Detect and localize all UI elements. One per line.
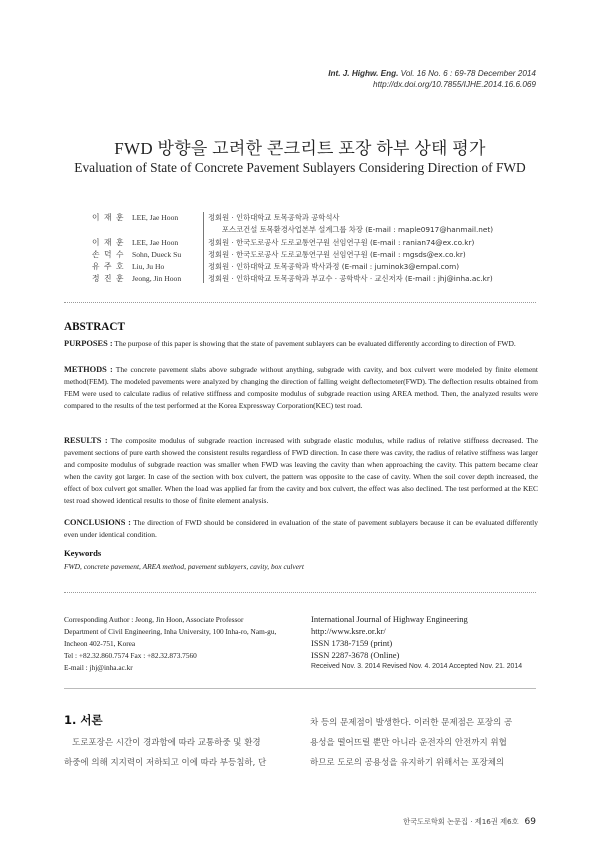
conclusions-label: CONCLUSIONS :	[64, 518, 131, 527]
author-name-ko: 유 주 호	[92, 262, 125, 271]
author-affiliation: 정회원 · 인하대학교 토목공학과 공학석사	[208, 213, 340, 222]
author-name-en: Sohn, Dueck Su	[132, 250, 182, 259]
body-rule	[64, 688, 536, 689]
keywords-text: FWD, concrete pavement, AREA method, pavement sublayers, cavity, box culvert	[64, 562, 304, 571]
abstract-methods	[64, 364, 538, 412]
author-row	[0, 273, 600, 285]
author-name-ko: 정 진 훈	[92, 274, 125, 283]
abstract-results	[64, 435, 538, 508]
author-name-ko: 손 덕 수	[92, 250, 125, 259]
body-line: 차 등의 문제점이 발생한다. 이러한 문제점은 포장의 공	[310, 718, 513, 728]
author-name-en: LEE, Jae Hoon	[132, 238, 179, 247]
author-name-ko: 이 재 훈	[92, 238, 125, 247]
received-dates: Received Nov. 3. 2014 Revised Nov. 4. 2014 Accepted Nov. 21. 2014	[311, 663, 523, 670]
page-footer	[403, 817, 536, 827]
author-affiliation: 정회원 · 한국도로공사 도로교통연구원 선임연구원 (E-mail : ranian74@ex.co.kr)	[208, 238, 475, 247]
purposes-text: The purpose of this paper is showing that the state of pavement sublayers can be evaluated differently according to direction of FWD.	[112, 339, 516, 348]
author-name-ko: 이 재 훈	[92, 213, 125, 222]
corr-line: Tel : +82.32.860.7574 Fax : +82.32.873.7560	[64, 651, 197, 661]
author-affiliation: 정회원 · 인하대학교 토목공학과 박사과정 (E-mail : juminok3@empal.com)	[208, 262, 460, 271]
author-name-en: Liu, Ju Ho	[132, 262, 165, 271]
abstract-purposes	[64, 338, 538, 350]
journal-citation	[328, 68, 536, 79]
body-line: 용성을 떨어뜨릴 뿐만 아니라 운전자의 안전까지 위협	[310, 737, 507, 748]
section-separator	[64, 592, 536, 593]
page-number: 69	[524, 817, 536, 827]
title-english: Evaluation of State of Concrete Pavement Sublayers Considering Direction of FWD	[74, 160, 526, 175]
footer-journal: 한국도로학회 논문집 · 제16권 제6호	[403, 817, 519, 826]
title-korean: FWD 방향을 고려한 콘크리트 포장 하부 상태 평가	[114, 139, 486, 158]
methods-text: The concrete pavement slabs above subgrade without anything, subgrade with cavity, and box culvert were modeled by finite element method(FEM). The modeled pavements were analyzed by changing the direction of falling weight deflectometer(FWD). The deflection results obtained from FEM were used to calculate radius of relative stiffness and composite modulus of subgrade reaction using AREA method. Then, the analyzed results were compared to the results of the test performed at the Korea Expressway Corporation(KEC) test road.	[64, 365, 538, 411]
body-line: 하므로 도로의 공용성을 유지하기 위해서는 포장체의	[310, 757, 505, 768]
body-left-column	[64, 734, 300, 774]
author-affiliation: 정회원 · 인하대학교 토목공학과 부교수 · 공학박사 · 교신저자 (E-mail : jhj@inha.ac.kr)	[208, 274, 493, 283]
abstract-conclusions	[64, 517, 538, 541]
corr-line: Incheon 402-751, Korea	[64, 639, 136, 649]
journal-url[interactable]: http://www.ksre.or.kr/	[311, 626, 386, 636]
journal-abbrev: Int. J. Highw. Eng.	[328, 69, 399, 78]
author-name-en: Jeong, Jin Hoon	[132, 274, 182, 283]
doi-link[interactable]: http://dx.doi.org/10.7855/IJHE.2014.16.6.069	[373, 80, 536, 89]
body-right-column	[310, 714, 536, 773]
journal-name: International Journal of Highway Engineering	[311, 614, 468, 624]
author-divider	[203, 212, 204, 283]
author-affiliation: 정회원 · 한국도로공사 도로교통연구원 선임연구원 (E-mail : mgsds@ex.co.kr)	[208, 250, 466, 259]
journal-volume: Vol. 16 No. 6 : 69-78 December 2014	[398, 69, 536, 78]
author-affiliation: 포스코건설 토목환경사업본부 설계그룹 차장 (E-mail : maple0917@hanmail.net)	[222, 225, 494, 234]
methods-label: METHODS :	[64, 365, 113, 374]
corr-line: Department of Civil Engineering, Inha University, 100 Inha-ro, Nam-gu,	[64, 627, 277, 637]
corr-email[interactable]: E-mail : jhj@inha.ac.kr	[64, 663, 133, 673]
author-name-en: LEE, Jae Hoon	[132, 213, 179, 222]
issn-online: ISSN 2287-3678 (Online)	[311, 650, 400, 660]
section-separator	[64, 302, 536, 303]
purposes-label: PURPOSES :	[64, 339, 113, 348]
journal-info-block	[311, 613, 551, 673]
author-row	[0, 212, 600, 224]
body-line: 도로포장은 시간이 경과함에 따라 교통하중 및 환경	[72, 738, 261, 748]
section-heading: 1. 서론	[64, 713, 103, 727]
abstract-heading: ABSTRACT	[64, 321, 125, 333]
conclusions-text: The direction of FWD should be considered in evaluation of the state of pavement sublayers because it can be evaluated differently even under identical condition.	[64, 518, 538, 540]
issn-print: ISSN 1738-7159 (print)	[311, 638, 393, 648]
author-row	[0, 237, 600, 249]
body-line: 하중에 의해 지지력이 저하되고 이에 따라 부등침하, 단	[64, 757, 267, 768]
author-row	[0, 261, 600, 273]
correspondence-block	[64, 614, 304, 674]
author-row	[0, 224, 600, 236]
author-row	[0, 249, 600, 261]
keywords-heading: Keywords	[64, 548, 102, 558]
results-label: RESULTS :	[64, 436, 108, 445]
corr-line: Corresponding Author : Jeong, Jin Hoon, Associate Professor	[64, 615, 244, 624]
results-text: The composite modulus of subgrade reaction increased with subgrade elastic modulus, while radius of relative stiffness decreased. The pavement sections of pure earth showed the consistent results regardless of FWD direction. In case there was cavity, the radius of relative stiffness was larger and composite modulus of subgrade reaction was smaller when FWD was leaving the cavity than when approaching the cavity. This pattern became clear when the cavity got larger. In case of the section with box culvert, the pattern was opposite to the case of cavity. When the soil cover depth increased, the effect of box culvert got smaller. When the load was applied far from the cavity and box culvert, the effect was also declined. The test performed at the KEC test road showed identical results to those of finite element analysis.	[64, 436, 538, 506]
